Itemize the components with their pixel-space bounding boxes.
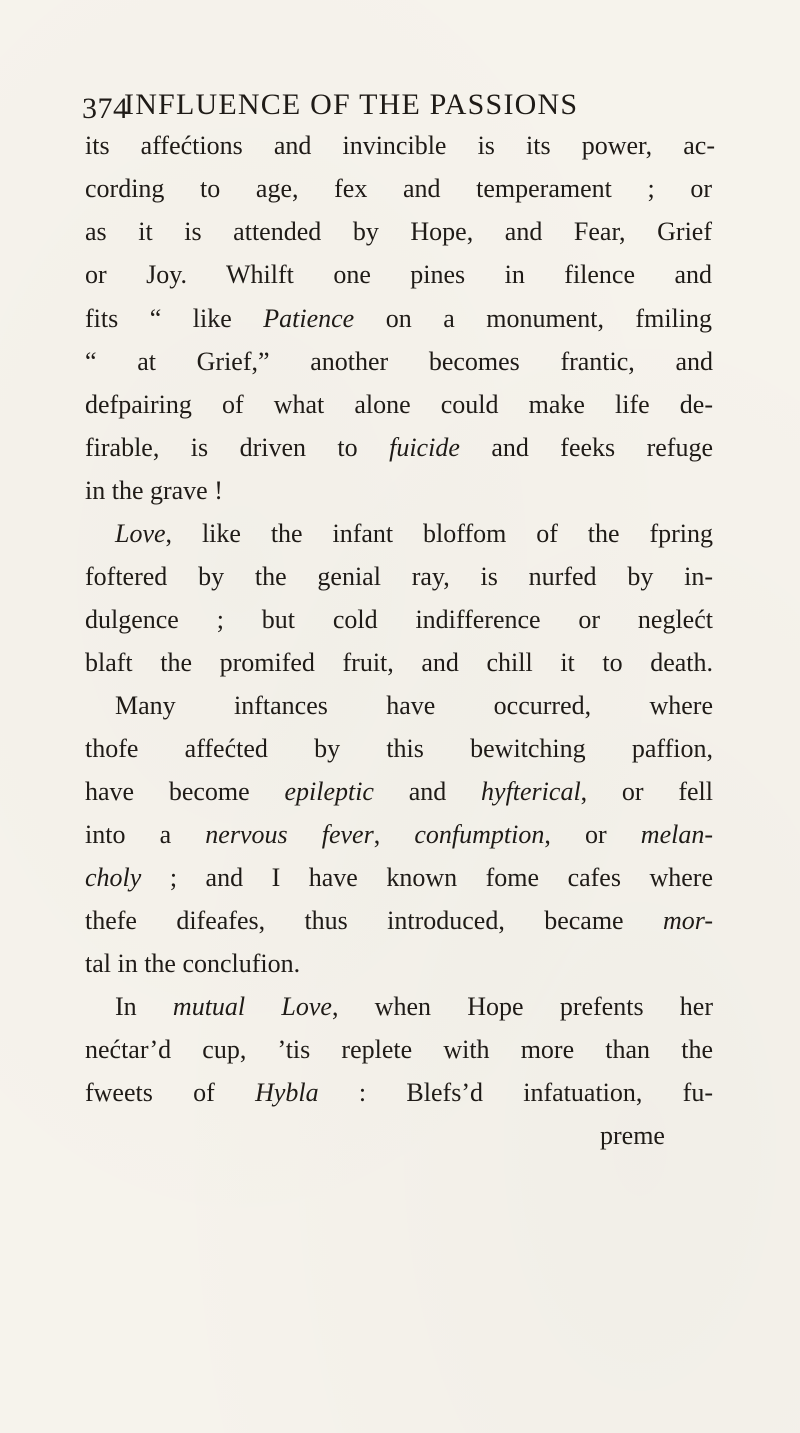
text-run: dulgence ; but cold indifference or neglećt (85, 605, 713, 634)
text-line (85, 729, 713, 769)
italic-text: Patience (263, 304, 355, 333)
text-line (85, 169, 712, 209)
text-line (85, 600, 713, 640)
italic-text: hyfterical (481, 777, 581, 806)
text-run: and feeks refuge (459, 433, 713, 462)
text-run: : Blefs’d infatuation, fu- (318, 1078, 713, 1107)
text-run: or Joy. Whilft one pines in filence and (85, 260, 712, 289)
text-line (85, 342, 713, 382)
running-title: INFLUENCE OF THE PASSIONS (124, 88, 579, 121)
text-run: defpairing of what alone could make life de- (85, 390, 713, 419)
text-run: thefe difeafes, thus introduced, became (85, 906, 663, 935)
text-run: into a (85, 820, 206, 849)
text-line (85, 1030, 713, 1070)
text-line (85, 471, 260, 511)
italic-text: choly (85, 863, 142, 892)
text-run: blaft the promifed fruit, and chill it to death. (85, 648, 713, 677)
text-line (85, 1073, 713, 1113)
text-run: Many inftances have occurred, where (115, 691, 713, 720)
italic-text: confumption (414, 820, 545, 849)
text-run: , (373, 820, 415, 849)
text-line (85, 299, 712, 339)
text-run: In (115, 992, 173, 1021)
text-run: thofe affećted by this bewitching paffion, (85, 734, 713, 763)
text-run: fweets of (85, 1078, 256, 1107)
text-line (85, 815, 713, 855)
text-line (85, 643, 713, 683)
text-run: , like the infant bloffom of the fpring (165, 519, 713, 548)
text-line (85, 901, 713, 941)
text-line (85, 126, 715, 166)
text-run: , or fell (580, 777, 713, 806)
text-run: have become (85, 777, 285, 806)
text-run: , when Hope prefents her (331, 992, 714, 1021)
text-run: firable, is driven to (85, 433, 390, 462)
text-line (85, 858, 713, 898)
text-line (85, 385, 713, 425)
text-run: cording to age, fex and temperament ; or (85, 174, 712, 203)
italic-text: Hybla (255, 1078, 319, 1107)
page-number: 374 (82, 92, 129, 125)
text-run: in the grave ! (85, 476, 223, 505)
text-run: “ at Grief,” another becomes frantic, and (85, 347, 713, 376)
italic-text: epileptic (284, 777, 374, 806)
text-line (85, 428, 713, 468)
text-run: as it is attended by Hope, and Fear, Grief (85, 217, 712, 246)
italic-text: mutual Love (172, 992, 332, 1021)
text-run: tal in the conclufion. (85, 949, 301, 978)
text-run: preme (600, 1121, 665, 1150)
italic-text: mor- (662, 906, 713, 935)
text-run: nećtar’d cup, ’tis replete with more than the (85, 1035, 713, 1064)
text-line (85, 255, 712, 295)
italic-text: melan- (640, 820, 713, 849)
text-line (115, 987, 713, 1027)
text-line (85, 212, 712, 252)
text-line (85, 944, 400, 984)
italic-text: fuicide (389, 433, 460, 462)
text-run: its affećtions and invincible is its power, ac- (85, 131, 715, 160)
text-line (115, 686, 713, 726)
italic-text: nervous fever (205, 820, 374, 849)
text-run: , or (544, 820, 641, 849)
text-run: ; and I have known fome cafes where (141, 863, 713, 892)
text-line (600, 1116, 715, 1156)
text-run: foftered by the genial ray, is nurfed by in- (85, 562, 713, 591)
text-line (85, 557, 713, 597)
text-run: on a monument, fmiling (354, 304, 712, 333)
text-run: fits “ like (85, 304, 264, 333)
text-line (115, 514, 713, 554)
italic-text: Love (115, 519, 166, 548)
text-line (85, 772, 713, 812)
text-run: and (373, 777, 482, 806)
running-head (82, 88, 722, 128)
